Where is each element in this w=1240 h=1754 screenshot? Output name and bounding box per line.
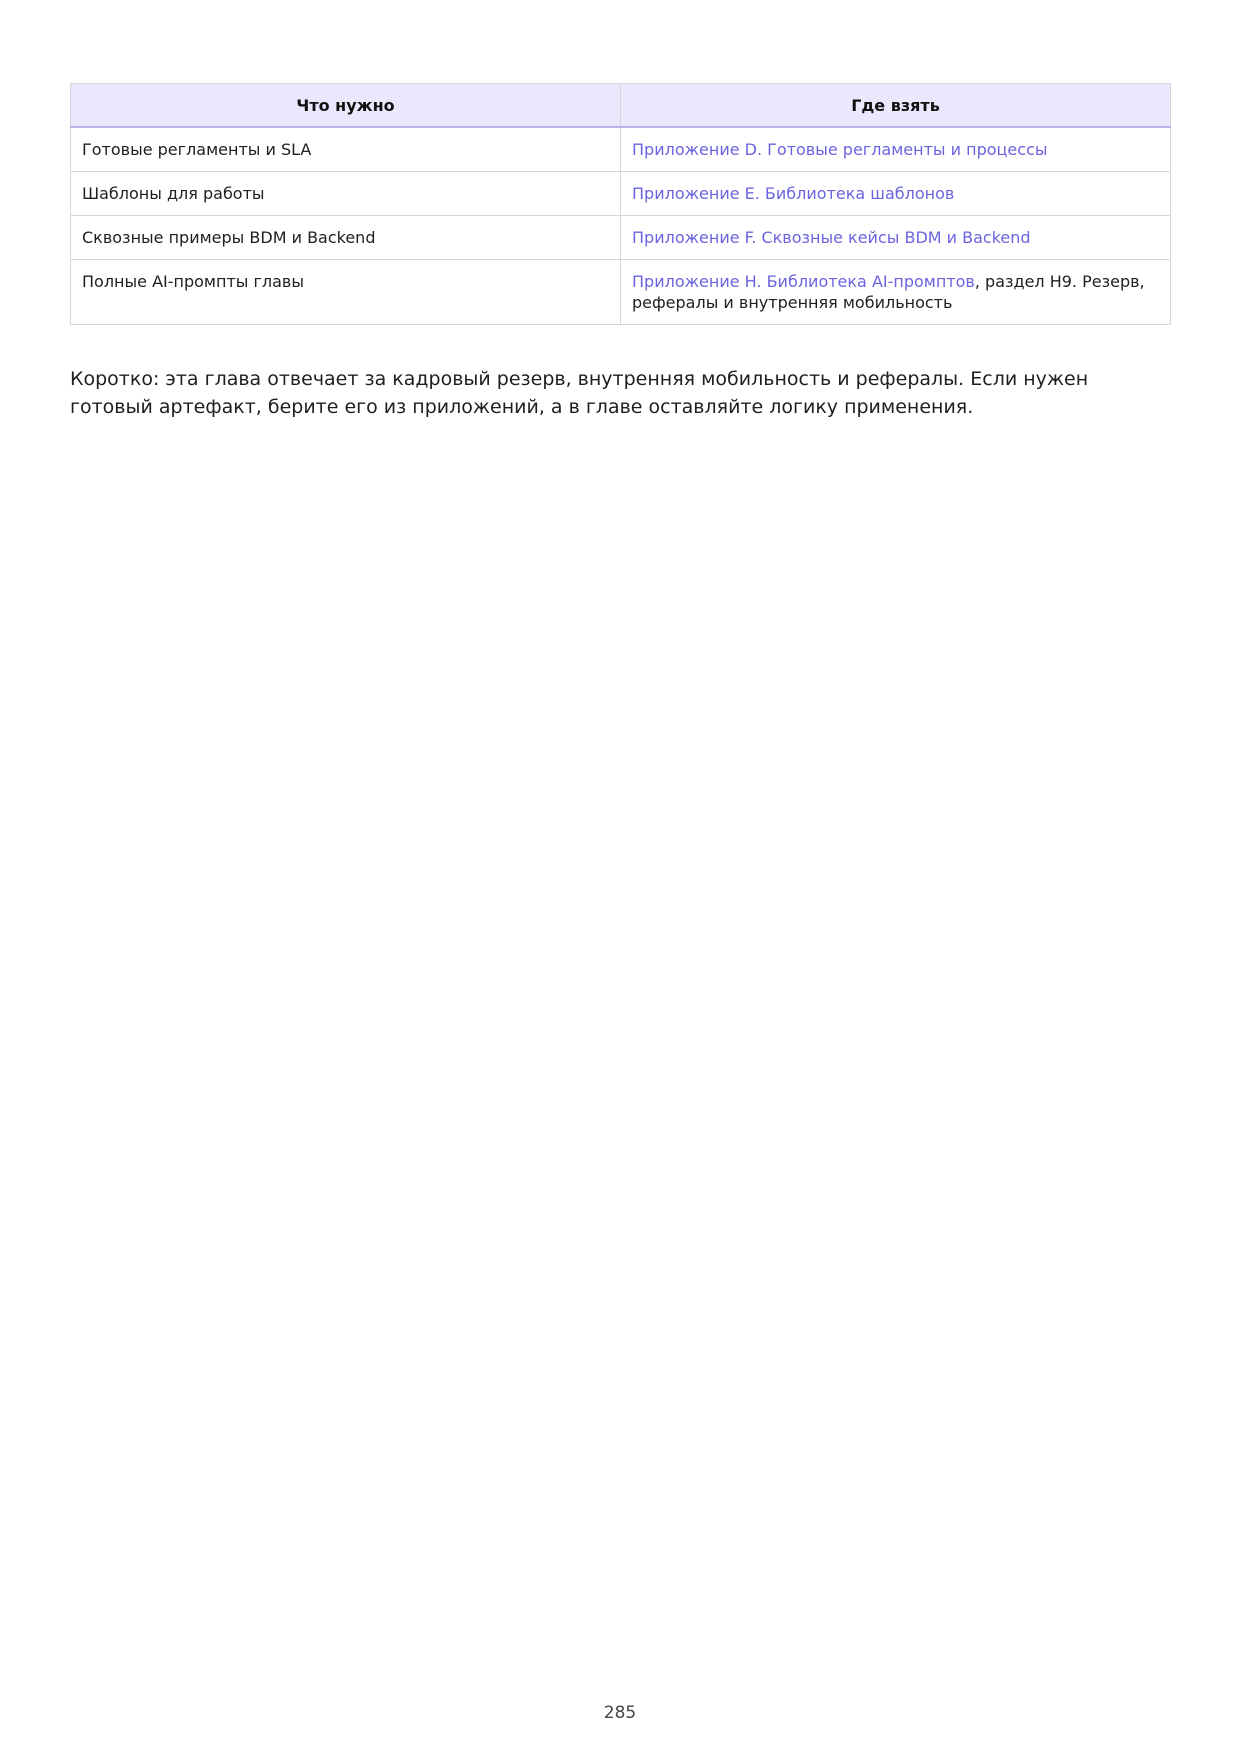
page-content (70, 83, 1170, 440)
appendix-link[interactable]: Приложение E. Библиотека шаблонов (632, 184, 955, 203)
table-row (71, 127, 1171, 172)
table-header-row (71, 84, 1171, 128)
need-cell: Полные AI-промпты главы (71, 260, 621, 325)
source-cell (621, 172, 1171, 216)
column-header-need: Что нужно (71, 84, 621, 128)
appendix-link[interactable]: Приложение F. Сквозные кейсы BDM и Backend (632, 228, 1031, 247)
appendix-link[interactable]: Приложение H. Библиотека AI-промптов (632, 272, 975, 291)
source-suffix: , раздел H9. Резерв, рефералы и внутренняя мобильность (632, 272, 1145, 312)
reference-table (70, 83, 1171, 325)
table-row (71, 216, 1171, 260)
column-header-source: Где взять (621, 84, 1171, 128)
source-cell (621, 216, 1171, 260)
need-cell: Шаблоны для работы (71, 172, 621, 216)
source-cell (621, 127, 1171, 172)
need-cell: Сквозные примеры BDM и Backend (71, 216, 621, 260)
table-row (71, 172, 1171, 216)
page-number: 285 (603, 1703, 637, 1723)
appendix-link[interactable]: Приложение D. Готовые регламенты и процессы (632, 140, 1048, 159)
table-row (71, 260, 1171, 325)
need-cell: Готовые регламенты и SLA (71, 127, 621, 172)
summary-paragraph: Коротко: эта глава отвечает за кадровый резерв, внутренняя мобильность и рефералы. Если нужен готовый артефакт, берите его из приложений, а в главе оставляйте логику применения. (70, 368, 1089, 418)
source-cell (621, 260, 1171, 325)
